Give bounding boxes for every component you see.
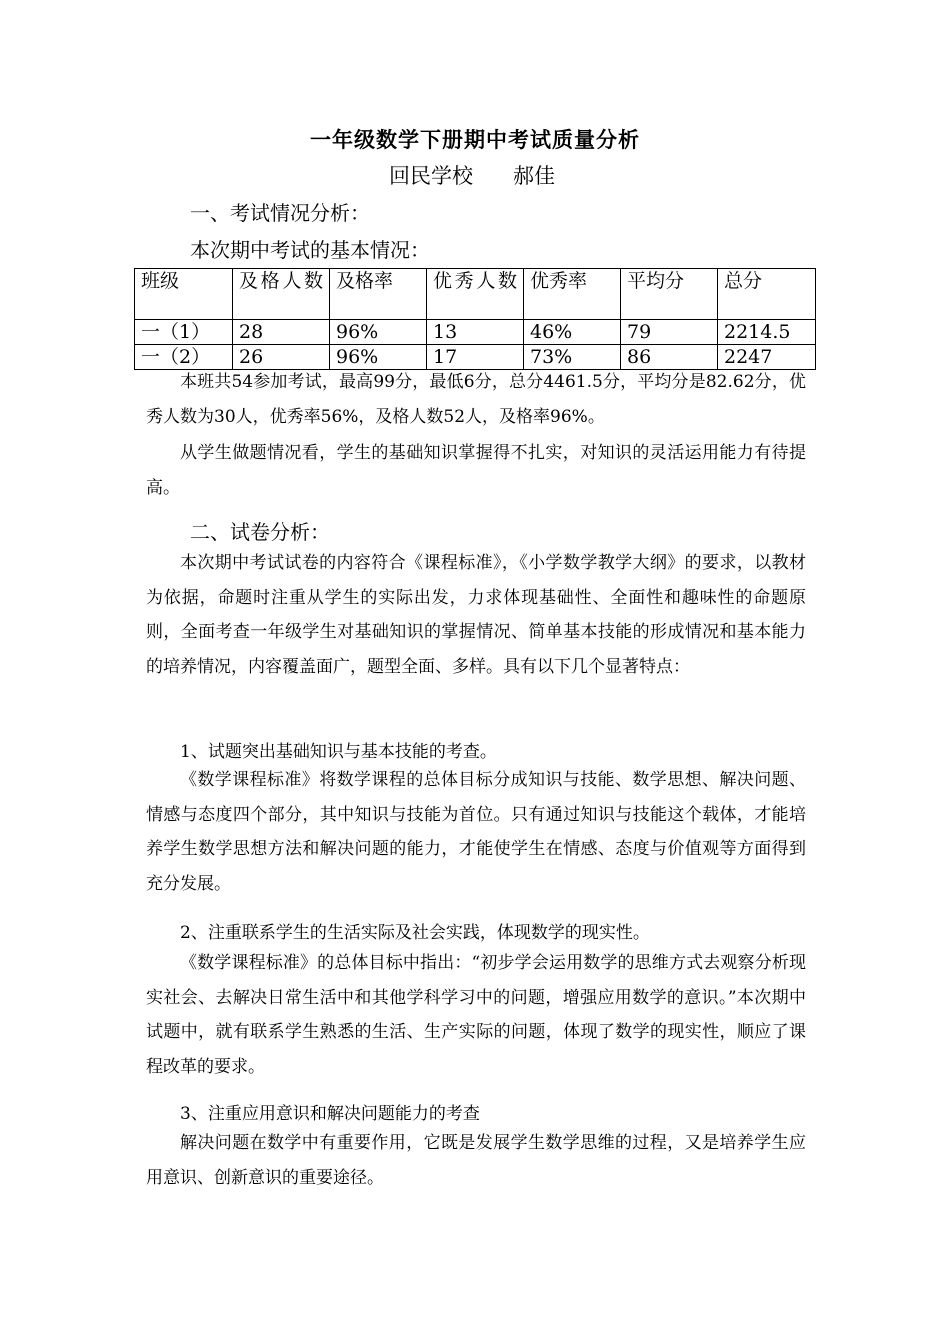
summary-paragraph: 本班共54参加考试，最高99分，最低6分，总分4461.5分，平均分是82.62分，优秀人数为30人，优秀率56%，及格人数52人，及格率96%。 xyxy=(146,372,806,427)
section2-heading: 二、试卷分析： xyxy=(190,520,330,544)
point-3-body: 解决问题在数学中有重要作用，它既是发展学生数学思维的过程，又是培养学生应用意识、创新意识的重要途径。 xyxy=(146,1133,806,1188)
table-header-cell: 总分 xyxy=(718,269,816,320)
point-2-title: 2、注重联系学生的生活实际及社会实践，体现数学的现实性。 xyxy=(180,923,650,943)
exam-stats-table xyxy=(134,268,816,370)
document-title: 一年级数学下册期中考试质量分析 xyxy=(310,127,640,152)
table-cell: 96% xyxy=(330,320,427,345)
table-row xyxy=(135,320,816,345)
table-cell: 13 xyxy=(427,320,524,345)
table-header-cell: 及格人数 xyxy=(233,269,330,320)
table-cell: 2214.5 xyxy=(718,320,816,345)
point-2-body: 《数学课程标准》的总体目标中指出：“初步学会运用数学的思维方式去观察分析现实社会、去解决日常生活中和其他学科学习中的问题，增强应用数学的意识。”本次期中试题中，就有联系学生熟悉的生活、生产实际的问题，体现了数学的现实性，顺应了课程改革的要求。 xyxy=(146,953,806,1077)
section1-heading: 一、考试情况分析： xyxy=(190,201,370,225)
table-cell: 26 xyxy=(233,345,330,370)
table-cell: 17 xyxy=(427,345,524,370)
point-1-body: 《数学课程标准》将数学课程的总体目标分成知识与技能、数学思想、解决问题、情感与态度四个部分，其中知识与技能为首位。只有通过知识与技能这个载体，才能培养学生数学思想方法和解决问题的能力，才能使学生在情感、态度与价值观等方面得到充分发展。 xyxy=(146,770,806,894)
table-cell: 73% xyxy=(524,345,621,370)
table-cell: 46% xyxy=(524,320,621,345)
table-cell: 一（1） xyxy=(135,320,233,345)
table-cell: 86 xyxy=(621,345,718,370)
table-cell: 96% xyxy=(330,345,427,370)
table-header-row xyxy=(135,269,816,320)
table-cell: 2247 xyxy=(718,345,816,370)
table-cell: 79 xyxy=(621,320,718,345)
table-header-cell: 班级 xyxy=(135,269,233,320)
table-cell: 28 xyxy=(233,320,330,345)
table-header-cell: 优秀人数 xyxy=(427,269,524,320)
section1-intro: 本次期中考试的基本情况： xyxy=(190,238,430,262)
table-cell: 一（2） xyxy=(135,345,233,370)
observation-paragraph: 从学生做题情况看，学生的基础知识掌握得不扎实，对知识的灵活运用能力有待提高。 xyxy=(146,443,806,498)
point-1-title: 1、试题突出基础知识与基本技能的考查。 xyxy=(180,742,497,762)
table-header-cell: 优秀率 xyxy=(524,269,621,320)
table-header-cell: 平均分 xyxy=(621,269,718,320)
table-header-cell: 及格率 xyxy=(330,269,427,320)
paper-intro-paragraph: 本次期中考试试卷的内容符合《课程标准》，《小学数学教学大纲》的要求，以教材为依据，命题时注重从学生的实际出发，力求体现基础性、全面性和趣味性的命题原则，全面考查一年级学生对基础知识的掌握情况、简单基本技能的形成情况和基本能力的培养情况，内容覆盖面广，题型全面、多样。具有以下几个显著特点： xyxy=(146,553,806,677)
point-3-title: 3、注重应用意识和解决问题能力的考查 xyxy=(180,1104,480,1124)
author-line: 回民学校 郝佳 xyxy=(389,164,556,188)
